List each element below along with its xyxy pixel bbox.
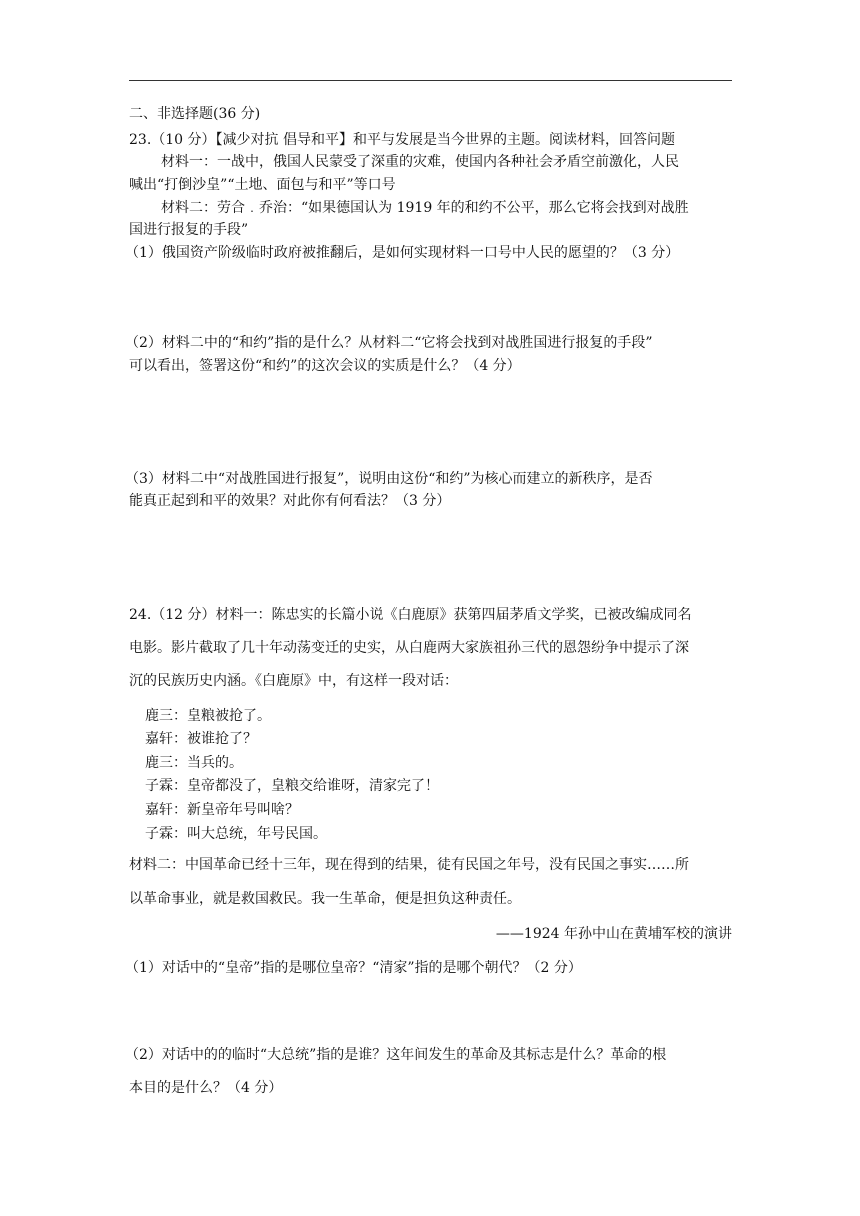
- dialogue-line: 嘉轩：新皇帝年号叫啥？: [145, 802, 299, 818]
- q23-material1-line2: 喊出“打倒沙皇”“土地、面包与和平”等口号: [129, 177, 396, 193]
- section-heading: 二、非选择题(36 分): [129, 106, 261, 122]
- q23-material2-line1: 材料二：劳合﹒乔治：“如果德国认为 1919 年的和约不公平，那么它将会找到对战胜: [161, 200, 689, 216]
- dialogue-line: 子霖：叫大总统，年号民国。: [145, 826, 327, 842]
- q24-head-line2: 电影。影片截取了几十年动荡变迁的史实，从白鹿两大家族祖孙三代的恩怨纷争中提示了深: [129, 640, 689, 656]
- q23-question2-line2: 可以看出，签署这份“和约”的这次会议的实质是什么？（4 分）: [129, 358, 521, 374]
- dialogue-line: 鹿三：当兵的。: [145, 755, 243, 771]
- q23-question3-line1: （3）材料二中“对战胜国进行报复”，说明由这份“和约”为核心而建立的新秩序，是否: [125, 471, 653, 487]
- q23-head: 23.（10 分）【减少对抗 倡导和平】和平与发展是当今世界的主题。阅读材料，回答问题: [129, 132, 675, 148]
- q24-material2-line2: 以革命事业，就是救国救民。我一生革命，便是担负这种责任。: [129, 891, 521, 907]
- dialogue-line: 嘉轩：被谁抢了？: [145, 731, 257, 747]
- q24-question2-line2: 本目的是什么？（4 分）: [129, 1080, 283, 1096]
- dialogue-line: 鹿三：皇粮被抢了。: [145, 708, 271, 724]
- q24-head-line3: 沉的民族历史内涵。《白鹿原》中，有这样一段对话：: [129, 673, 458, 689]
- q24-question1: （1）对话中的“皇帝”指的是哪位皇帝？“清家”指的是哪个朝代？（2 分）: [125, 960, 582, 976]
- q23-material1-line1: 材料一：一战中，俄国人民蒙受了深重的灾难，使国内各种社会矛盾空前激化，人民: [161, 154, 679, 170]
- q23-question3-line2: 能真正起到和平的效果？对此你有何看法？（3 分）: [129, 493, 451, 509]
- q23-material2-line2: 国进行报复的手段”: [129, 222, 249, 238]
- q24-source: ——1924 年孙中山在黄埔军校的演讲: [495, 926, 732, 942]
- q23-question2-line1: （2）材料二中的“和约”指的是什么？从材料二“它将会找到对战胜国进行报复的手段”: [125, 335, 653, 351]
- header-rule: [129, 80, 732, 81]
- q24-question2-line1: （2）对话中的的临时“大总统”指的是谁？这年间发生的革命及其标志是什么？革命的根: [125, 1047, 667, 1063]
- q24-head-line1: 24.（12 分）材料一：陈忠实的长篇小说《白鹿原》获第四届茅盾文学奖，已被改编成同名: [129, 607, 692, 623]
- dialogue-line: 子霖：皇帝都没了，皇粮交给谁呀，清家完了！: [145, 778, 439, 794]
- q24-material2-line1: 材料二：中国革命已经十三年，现在得到的结果，徒有民国之年号，没有民国之事实……所: [129, 857, 689, 873]
- q23-question1: （1）俄国资产阶级临时政府被推翻后，是如何实现材料一口号中人民的愿望的？（3 分）: [125, 245, 680, 261]
